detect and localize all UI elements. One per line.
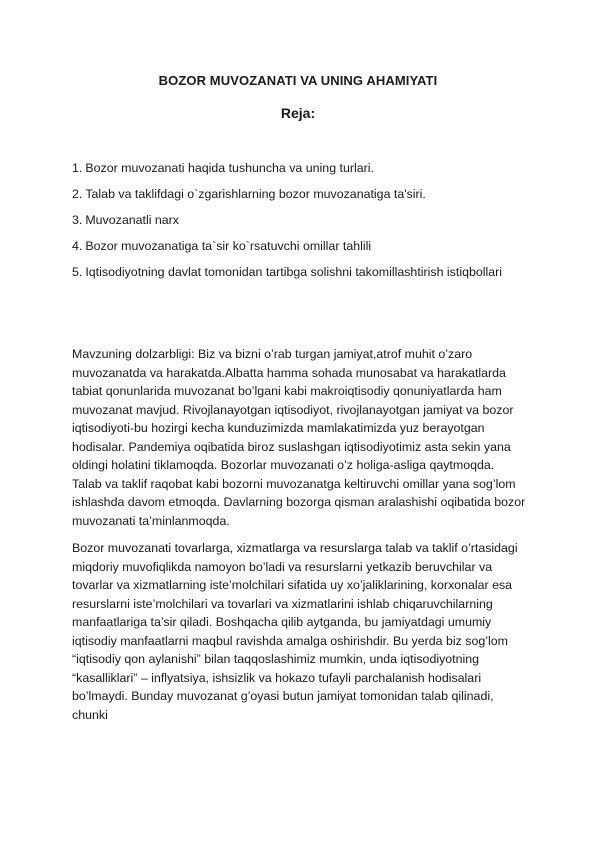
plan-item [72,264,527,281]
document-title: BOZOR MUVOZANATI VA UNING AHAMIYATI [158,73,438,88]
body-paragraph: Mavzuning dolzarbligi: Biz va bizni o’rab turgan jamiyat,atrof muhit o’zaro muvozanatda va harakatda.Albatta hamma sohada munosabat va harakatlarda tabiat qonunlarida muvozanat bo’lgani kabi makroiqtisodiy qonuniyatlarda ham muvozanat mavjud. Rivojlanayotgan iqtisodiyot, rivojlanayotgan jamiyat va bozor iqtisodiyoti-bu hozirgi kecha kunduzimizda mamlakatimizda yuz berayotgan hodisalar. Pandemiya oqibatida biroz suslashgan iqtisodiyotimiz asta sekin yana oldingi holatini tiklamoqda. Bozorlar muvozanati o’z holiga-asliga qaytmoqda. Talab va taklif raqobat kabi bozorni muvozanatga keltiruvchi omillar yana sog’lom ishlashda davom etmoqda. Davlarning bozorga qisman aralashishi oqibatida bozor muvozanati ta’minlanmoqda. [72,347,526,528]
plan-item-number: 5. [72,265,83,279]
document-body [72,345,527,733]
plan-item-text: Talab va taklifdagi o`zgarishlarning bozor muvozanatiga ta'siri. [85,187,426,201]
plan-item-number: 2. [72,187,83,201]
plan-item [72,212,527,229]
plan-item [72,186,527,203]
plan-item-text: Bozor muvozanati haqida tushuncha va uning turlari. [85,161,374,175]
plan-item [72,238,527,255]
plan-item-number: 4. [72,239,83,253]
plan-item [72,160,527,177]
plan-heading: Reja: [280,105,316,121]
plan-list [72,160,527,290]
plan-item-text: Muvozanatli narx [85,213,180,227]
plan-item-text: Iqtisodiyotning davlat tomonidan tartibga solishni takomillashtirish istiqbollari [85,265,503,279]
plan-item-text: Bozor muvozanatiga ta`sir ko`rsatuvchi omillar tahlili [85,239,372,253]
body-paragraph: Bozor muvozanati tovarlarga, xizmatlarga va resurslarga talab va taklif o’rtasidagi miqdoriy muvofiqlikda namoyon bo’ladi va resurslarni yetkazib beruvchilar va tovarlar va xizmatlarning iste’molchilari sifatida uy xo’jaliklarining, korxonalar esa resurslarni iste’molchilari va tovarlari va xizmatlarini ishlab chiqaruvchilarning manfaatlariga ta’sir qiladi. Boshqacha qilib aytganda, bu jamiyatdagi umumiy iqtisodiy manfaatlarni maqbul ravishda amalga oshirishdir. Bu yerda biz sog’lom “iqtisodiy qon aylanishi” bilan taqqoslashimiz mumkin, unda iqtisodiyotning “kasalliklari” – inflyatsiya, ishsizlik va hokazo tufayli parchalanish hodisalari bo’lmaydi. Bunday muvozanat g’oyasi butun jamiyat tomonidan talab qilinadi, chunki [72,541,518,722]
plan-item-number: 1. [72,161,83,175]
plan-item-number: 3. [72,213,83,227]
